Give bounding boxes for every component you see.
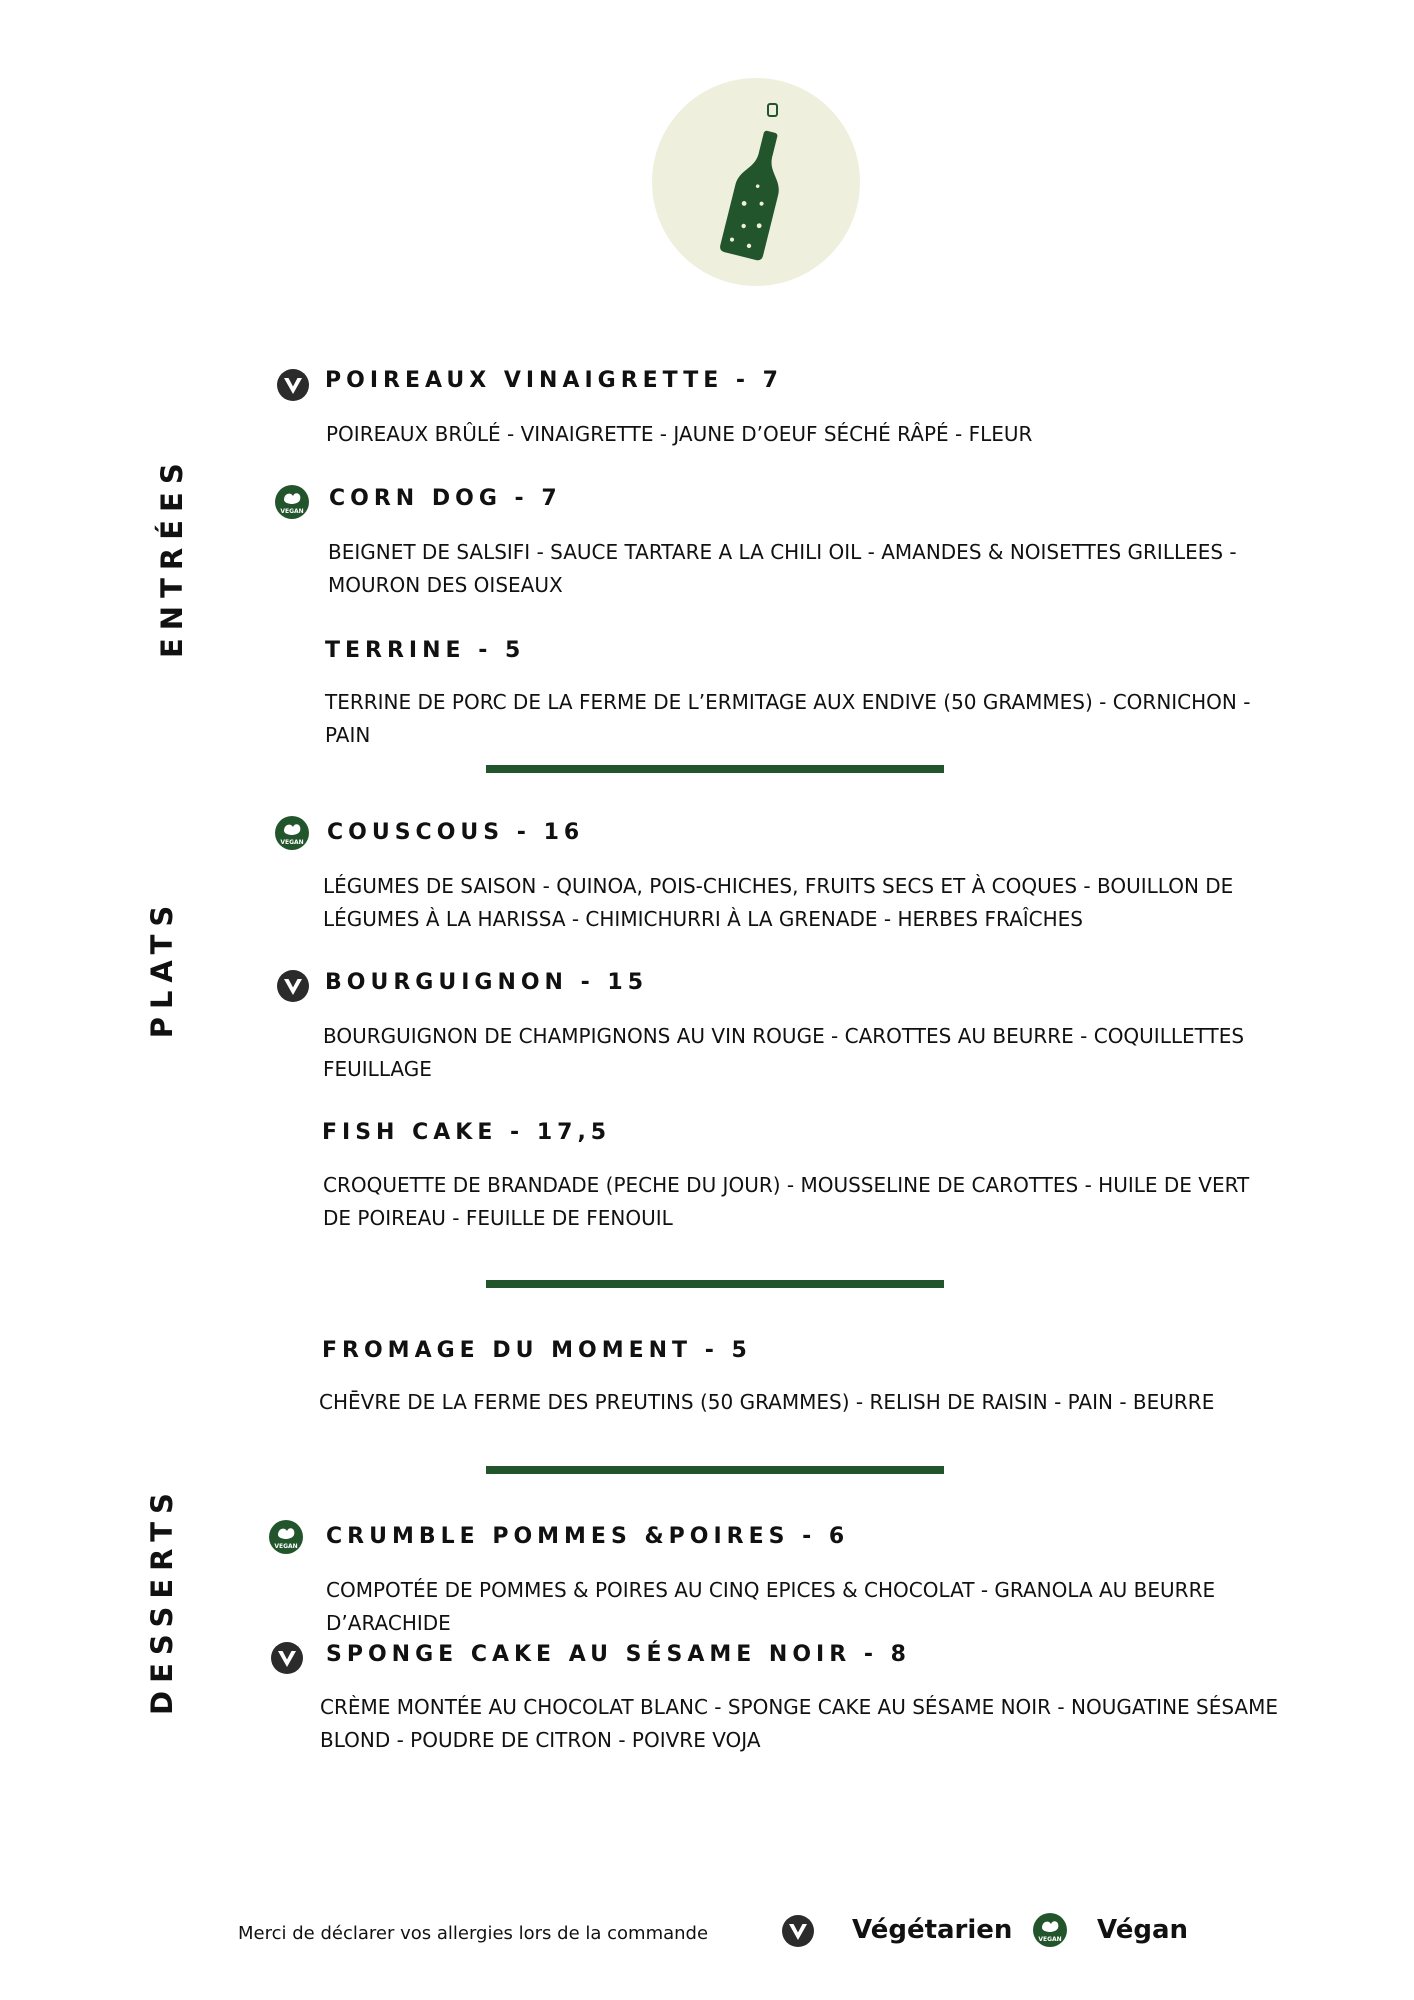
item-desc-crumble: COMPOTÉE DE POMMES & POIRES AU CINQ EPICES & CHOCOLAT - GRANOLA AU BEURRE D’ARACHIDE [326, 1578, 1216, 1635]
vegan-badge-text: VEGAN [1038, 1936, 1062, 1943]
vegan-icon [274, 484, 308, 518]
vegan-icon [268, 1519, 302, 1553]
item-desc-couscous: LÉGUMES DE SAISON - QUINOA, POIS-CHICHES, FRUITS SECS ET À COQUES - BOUILLON DE LÉGUMES À LA HARISSA - CHIMICHURRI À LA GRENADE - HERBES FRAÎCHES [323, 874, 1234, 931]
vegan-badge-text: VEGAN [274, 1543, 298, 1550]
item-title-sponge: SPONGE CAKE AU SÉSAME NOIR - 8 [326, 1642, 911, 1667]
item-desc-poireaux: POIREAUX BRÛLÉ - VINAIGRETTE - JAUNE D’OEUF SÉCHÉ RÂPÉ - FLEUR [326, 422, 1033, 446]
vegetarian-icon [276, 368, 310, 402]
section-label-plats: PLATS [145, 897, 179, 1039]
item-title-terrine: TERRINE - 5 [325, 638, 526, 663]
legend-vegetarian-label: Végétarien [852, 1915, 1013, 1945]
divider [486, 1466, 944, 1474]
vegetarian-icon [276, 969, 310, 1003]
allergy-note: Merci de déclarer vos allergies lors de la commande [238, 1923, 709, 1944]
vegan-icon [274, 815, 308, 849]
legend-vegan-label: Végan [1097, 1915, 1188, 1945]
wine-bottle-icon [652, 78, 860, 286]
item-title-fromage: FROMAGE DU MOMENT - 5 [322, 1338, 752, 1363]
item-desc-bourguignon: BOURGUIGNON DE CHAMPIGNONS AU VIN ROUGE - CAROTTES AU BEURRE - COQUILLETTES FEUILLAGE [323, 1024, 1245, 1081]
item-title-poireaux: POIREAUX VINAIGRETTE - 7 [325, 368, 783, 393]
vegetarian-icon [781, 1914, 815, 1948]
vegetarian-icon [270, 1641, 304, 1675]
section-label-entrees: ENTRÉES [155, 455, 189, 658]
divider [486, 765, 944, 773]
vegan-badge-text: VEGAN [280, 839, 304, 846]
item-title-fishcake: FISH CAKE - 17,5 [322, 1120, 612, 1145]
divider [486, 1280, 944, 1288]
logo [652, 78, 860, 286]
item-desc-terrine: TERRINE DE PORC DE LA FERME DE L’ERMITAGE AUX ENDIVE (50 GRAMMES) - CORNICHON - PAIN [325, 690, 1251, 747]
item-title-corndog: CORN DOG - 7 [329, 486, 562, 511]
item-desc-corndog: BEIGNET DE SALSIFI - SAUCE TARTARE A LA CHILI OIL - AMANDES & NOISETTES GRILLEES - MOURON DES OISEAUX [328, 540, 1237, 597]
section-label-desserts: DESSERTS [145, 1485, 179, 1715]
item-desc-fishcake: CROQUETTE DE BRANDADE (PECHE DU JOUR) - MOUSSELINE DE CAROTTES - HUILE DE VERT DE POIREAU - FEUILLE DE FENOUIL [323, 1173, 1250, 1230]
item-title-bourguignon: BOURGUIGNON - 15 [325, 970, 649, 995]
vegan-icon [1032, 1912, 1066, 1946]
item-title-crumble: CRUMBLE POMMES &POIRES - 6 [326, 1524, 850, 1549]
vegan-badge-text: VEGAN [280, 508, 304, 515]
item-desc-fromage: CHĒVRE DE LA FERME DES PREUTINS (50 GRAMMES) - RELISH DE RAISIN - PAIN - BEURRE [319, 1390, 1215, 1414]
item-title-couscous: COUSCOUS - 16 [327, 820, 585, 845]
item-desc-sponge: CRÈME MONTÉE AU CHOCOLAT BLANC - SPONGE CAKE AU SÉSAME NOIR - NOUGATINE SÉSAME BLOND - POUDRE DE CITRON - POIVRE VOJA [320, 1695, 1279, 1752]
